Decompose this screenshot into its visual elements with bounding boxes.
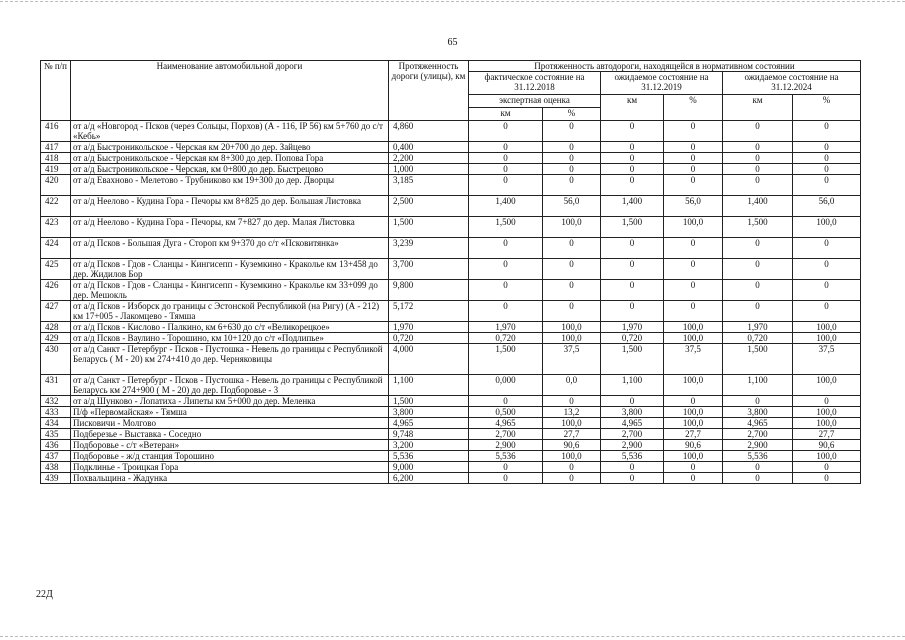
header-pct-2024: % (793, 95, 861, 121)
cell-b-pct: 0 (664, 301, 723, 322)
cell-c-pct: 100,0 (793, 418, 861, 429)
cell-b-pct: 100,0 (664, 418, 723, 429)
table-row (41, 473, 861, 484)
cell-c-pct: 0 (793, 301, 861, 322)
cell-c-pct: 90,6 (793, 440, 861, 451)
cell-c-pct: 100,0 (793, 451, 861, 462)
cell-b-km: 5,536 (601, 451, 664, 462)
cell-name: от а/д Быстроникольское - Черская км 20+700 до дер. Зайцево (71, 142, 389, 153)
cell-a-km: 1,400 (469, 196, 543, 217)
cell-a-km: 0 (469, 473, 543, 484)
cell-a-km: 0 (469, 259, 543, 280)
cell-len: 1,100 (389, 375, 469, 396)
table-row (41, 217, 861, 238)
cell-c-km: 0 (723, 259, 793, 280)
header-num: № п/п (41, 61, 71, 121)
cell-c-pct: 0 (793, 142, 861, 153)
cell-c-pct: 0 (793, 396, 861, 407)
cell-a-km: 0,500 (469, 407, 543, 418)
cell-c-km: 0 (723, 121, 793, 142)
cell-a-km: 5,536 (469, 451, 543, 462)
cell-a-km: 2,700 (469, 429, 543, 440)
table-row (41, 238, 861, 259)
cell-len: 1,500 (389, 217, 469, 238)
cell-b-km: 0 (601, 462, 664, 473)
cell-n: 425 (41, 259, 71, 280)
cell-b-km: 1,970 (601, 322, 664, 333)
cell-name: от а/д Псков - Изборск до границы с Эстонской Республикой (на Ригу) (А - 212) км 17+005 - Лакомцево - Тямша (71, 301, 389, 322)
cell-b-km: 0 (601, 121, 664, 142)
cell-a-km: 0 (469, 396, 543, 407)
cell-b-km: 0,720 (601, 333, 664, 344)
cell-c-km: 2,700 (723, 429, 793, 440)
cell-n: 416 (41, 121, 71, 142)
cell-len: 5,536 (389, 451, 469, 462)
cell-b-pct: 0 (664, 259, 723, 280)
cell-b-km: 1,500 (601, 344, 664, 375)
cell-c-km: 0 (723, 238, 793, 259)
header-normative: Протяженность автодороги, находящейся в нормативном состоянии (469, 61, 861, 72)
cell-name: от а/д Псков - Большая Дуга - Стороп км 9+370 до с/т «Псковитянка» (71, 238, 389, 259)
cell-c-km: 0 (723, 473, 793, 484)
cell-a-pct: 100,0 (543, 451, 601, 462)
cell-a-pct: 0 (543, 142, 601, 153)
cell-name: от а/д Шунково - Лопатиха - Липеты км 5+000 до дер. Меленка (71, 396, 389, 407)
cell-a-km: 0 (469, 121, 543, 142)
cell-n: 417 (41, 142, 71, 153)
cell-a-pct: 0 (543, 259, 601, 280)
cell-a-km: 2,900 (469, 440, 543, 451)
cell-c-pct: 27,7 (793, 429, 861, 440)
cell-b-km: 1,500 (601, 217, 664, 238)
table-row (41, 418, 861, 429)
cell-c-pct: 0 (793, 462, 861, 473)
cell-c-pct: 0 (793, 280, 861, 301)
cell-a-km: 0 (469, 153, 543, 164)
cell-len: 4,965 (389, 418, 469, 429)
cell-len: 3,185 (389, 175, 469, 196)
cell-n: 422 (41, 196, 71, 217)
cell-b-km: 0 (601, 153, 664, 164)
cell-c-km: 0 (723, 175, 793, 196)
cell-a-pct: 0 (543, 462, 601, 473)
cell-c-pct: 0 (793, 175, 861, 196)
header-length: Протяженность дороги (улицы), км (389, 61, 469, 121)
cell-a-pct: 37,5 (543, 344, 601, 375)
cell-a-km: 4,965 (469, 418, 543, 429)
cell-c-km: 1,500 (723, 217, 793, 238)
cell-a-pct: 0 (543, 164, 601, 175)
cell-n: 438 (41, 462, 71, 473)
cell-a-pct: 0 (543, 238, 601, 259)
cell-name: Писковичи - Молгово (71, 418, 389, 429)
cell-n: 434 (41, 418, 71, 429)
cell-b-km: 1,400 (601, 196, 664, 217)
cell-c-km: 0 (723, 164, 793, 175)
table-row (41, 175, 861, 196)
cell-a-km: 0,000 (469, 375, 543, 396)
cell-b-pct: 0 (664, 142, 723, 153)
cell-len: 9,800 (389, 280, 469, 301)
cell-a-km: 0 (469, 462, 543, 473)
table-row (41, 429, 861, 440)
table-row (41, 407, 861, 418)
cell-b-pct: 100,0 (664, 407, 723, 418)
cell-name: Похвальщина - Жадунка (71, 473, 389, 484)
table-row (41, 259, 861, 280)
cell-len: 3,800 (389, 407, 469, 418)
cell-n: 426 (41, 280, 71, 301)
cell-b-pct: 100,0 (664, 375, 723, 396)
cell-b-pct: 0 (664, 473, 723, 484)
cell-c-pct: 100,0 (793, 322, 861, 333)
cell-a-pct: 27,7 (543, 429, 601, 440)
footer-code: 22Д (36, 589, 53, 600)
cell-a-pct: 56,0 (543, 196, 601, 217)
cell-len: 4,860 (389, 121, 469, 142)
cell-c-km: 1,970 (723, 322, 793, 333)
cell-b-pct: 0 (664, 153, 723, 164)
table-row (41, 164, 861, 175)
cell-b-pct: 27,7 (664, 429, 723, 440)
cell-c-pct: 100,0 (793, 333, 861, 344)
cell-len: 2,200 (389, 153, 469, 164)
cell-a-km: 0 (469, 142, 543, 153)
cell-name: от а/д Неелово - Кудина Гора - Печоры, км 7+827 до дер. Малая Листовка (71, 217, 389, 238)
cell-c-km: 0 (723, 396, 793, 407)
cell-b-km: 0 (601, 301, 664, 322)
cell-a-pct: 0 (543, 280, 601, 301)
cell-a-km: 0,720 (469, 333, 543, 344)
cell-a-km: 1,500 (469, 217, 543, 238)
cell-name: от а/д Псков - Гдов - Сланцы - Кингисепп - Куземкино - Краколье км 13+458 до дер. Жидилов Бор (71, 259, 389, 280)
cell-n: 435 (41, 429, 71, 440)
cell-n: 420 (41, 175, 71, 196)
cell-b-pct: 90,6 (664, 440, 723, 451)
table-row (41, 322, 861, 333)
cell-name: от а/д Псков - Ваулино - Торошино, км 10+120 до с/т «Подлипье» (71, 333, 389, 344)
table-row (41, 344, 861, 375)
cell-n: 433 (41, 407, 71, 418)
cell-a-pct: 100,0 (543, 217, 601, 238)
cell-b-km: 4,965 (601, 418, 664, 429)
cell-c-km: 0 (723, 462, 793, 473)
cell-c-km: 0 (723, 153, 793, 164)
cell-b-pct: 100,0 (664, 333, 723, 344)
cell-n: 424 (41, 238, 71, 259)
cell-name: Подклинье - Троицкая Гора (71, 462, 389, 473)
cell-b-km: 0 (601, 175, 664, 196)
cell-b-km: 1,100 (601, 375, 664, 396)
cell-a-pct: 0 (543, 121, 601, 142)
cell-b-pct: 100,0 (664, 322, 723, 333)
cell-b-pct: 100,0 (664, 217, 723, 238)
header-expected-2024: ожидаемое состояние на 31.12.2024 (723, 72, 861, 95)
table-row (41, 440, 861, 451)
cell-len: 0,400 (389, 142, 469, 153)
cell-c-km: 1,500 (723, 344, 793, 375)
header-name: Наименование автомобильной дороги (71, 61, 389, 121)
table-row (41, 451, 861, 462)
cell-a-pct: 13,2 (543, 407, 601, 418)
cell-n: 437 (41, 451, 71, 462)
cell-a-km: 1,970 (469, 322, 543, 333)
table-row (41, 196, 861, 217)
header-km-2018: км (469, 108, 543, 121)
cell-len: 3,700 (389, 259, 469, 280)
cell-c-pct: 0 (793, 238, 861, 259)
cell-n: 418 (41, 153, 71, 164)
cell-b-pct: 0 (664, 164, 723, 175)
header-km-2024: км (723, 95, 793, 121)
cell-a-km: 0 (469, 175, 543, 196)
cell-c-km: 0,720 (723, 333, 793, 344)
cell-name: от а/д Псков - Гдов - Сланцы - Кингисепп - Куземкино - Краколье км 33+099 до дер. Мешокль (71, 280, 389, 301)
cell-name: П/ф «Первомайская» - Тямша (71, 407, 389, 418)
cell-c-pct: 100,0 (793, 375, 861, 396)
cell-name: от а/д Евахново - Мелетово - Трубниково км 19+300 до дер. Дворцы (71, 175, 389, 196)
cell-name: от а/д Неелово - Кудина Гора - Печоры км 8+825 до дер. Большая Листовка (71, 196, 389, 217)
cell-len: 5,172 (389, 301, 469, 322)
table-body (41, 121, 861, 484)
cell-b-pct: 0 (664, 280, 723, 301)
cell-n: 439 (41, 473, 71, 484)
cell-c-pct: 0 (793, 473, 861, 484)
cell-len: 3,239 (389, 238, 469, 259)
roads-table (40, 60, 861, 484)
cell-b-pct: 100,0 (664, 451, 723, 462)
cell-len: 1,970 (389, 322, 469, 333)
cell-b-pct: 0 (664, 121, 723, 142)
cell-name: Подберезье - Выставка - Соседно (71, 429, 389, 440)
cell-c-pct: 0 (793, 121, 861, 142)
cell-b-km: 2,900 (601, 440, 664, 451)
cell-n: 432 (41, 396, 71, 407)
cell-a-pct: 0 (543, 473, 601, 484)
cell-a-pct: 0 (543, 396, 601, 407)
cell-a-pct: 90,6 (543, 440, 601, 451)
header-pct-2018: % (543, 108, 601, 121)
cell-c-pct: 37,5 (793, 344, 861, 375)
cell-len: 6,200 (389, 473, 469, 484)
header-km-2019: км (601, 95, 664, 121)
cell-b-pct: 56,0 (664, 196, 723, 217)
page-number: 65 (447, 37, 458, 48)
cell-c-pct: 0 (793, 153, 861, 164)
table-header (41, 61, 861, 121)
cell-a-km: 0 (469, 164, 543, 175)
top-dashed-line (0, 1, 905, 2)
cell-b-km: 0 (601, 259, 664, 280)
cell-name: от а/д Санкт - Петербург - Псков - Пустошка - Невель до границы с Республикой Беларусь км 274+900 ( М - 20) до дер. Подборовье - 3 (71, 375, 389, 396)
bottom-dashed-line (0, 636, 905, 637)
cell-c-pct: 100,0 (793, 407, 861, 418)
table-row (41, 462, 861, 473)
cell-len: 9,000 (389, 462, 469, 473)
cell-name: от а/д Санкт - Петербург - Псков - Пустошка - Невель до границы с Республикой Беларусь ( М - 20) км 274+410 до дер. Черняковицы (71, 344, 389, 375)
cell-len: 1,500 (389, 396, 469, 407)
cell-b-km: 0 (601, 473, 664, 484)
cell-c-km: 2,900 (723, 440, 793, 451)
cell-b-km: 3,800 (601, 407, 664, 418)
cell-b-pct: 0 (664, 238, 723, 259)
table-row (41, 333, 861, 344)
header-expected-2019: ожидаемое состояние на 31.12.2019 (601, 72, 723, 95)
cell-c-km: 1,100 (723, 375, 793, 396)
table-row (41, 396, 861, 407)
cell-c-km: 0 (723, 301, 793, 322)
cell-c-km: 5,536 (723, 451, 793, 462)
cell-b-pct: 0 (664, 175, 723, 196)
cell-b-km: 0 (601, 142, 664, 153)
cell-name: от а/д Быстроникольское - Черская, км 0+800 до дер. Быстрецово (71, 164, 389, 175)
cell-name: Подборовье - с/т «Ветеран» (71, 440, 389, 451)
cell-name: от а/д «Новгород - Псков (через Сольцы, Порхов) (А - 116, IP 56) км 5+760 до с/т «Кебь» (71, 121, 389, 142)
cell-b-km: 0 (601, 238, 664, 259)
cell-b-pct: 0 (664, 396, 723, 407)
cell-len: 3,200 (389, 440, 469, 451)
cell-b-km: 0 (601, 396, 664, 407)
cell-b-km: 0 (601, 280, 664, 301)
cell-a-pct: 0 (543, 153, 601, 164)
cell-a-km: 0 (469, 238, 543, 259)
table-row (41, 301, 861, 322)
cell-c-pct: 0 (793, 259, 861, 280)
cell-name: от а/д Псков - Кислово - Палкино, км 6+630 до с/т «Великорецкое» (71, 322, 389, 333)
cell-c-km: 3,800 (723, 407, 793, 418)
cell-n: 430 (41, 344, 71, 375)
cell-a-pct: 100,0 (543, 418, 601, 429)
cell-b-km: 0 (601, 164, 664, 175)
cell-name: от а/д Быстроникольское - Черская км 8+300 до дер. Попова Гора (71, 153, 389, 164)
cell-len: 0,720 (389, 333, 469, 344)
cell-a-km: 0 (469, 280, 543, 301)
cell-c-pct: 100,0 (793, 217, 861, 238)
cell-a-pct: 100,0 (543, 322, 601, 333)
table-row (41, 153, 861, 164)
cell-a-pct: 0,0 (543, 375, 601, 396)
cell-len: 4,000 (389, 344, 469, 375)
cell-c-km: 1,400 (723, 196, 793, 217)
cell-a-km: 0 (469, 301, 543, 322)
cell-len: 1,000 (389, 164, 469, 175)
cell-a-km: 1,500 (469, 344, 543, 375)
cell-n: 419 (41, 164, 71, 175)
cell-n: 423 (41, 217, 71, 238)
cell-n: 436 (41, 440, 71, 451)
cell-n: 427 (41, 301, 71, 322)
cell-b-pct: 0 (664, 462, 723, 473)
table-row (41, 142, 861, 153)
cell-c-pct: 56,0 (793, 196, 861, 217)
header-pct-2019: % (664, 95, 723, 121)
cell-c-km: 0 (723, 142, 793, 153)
cell-c-km: 4,965 (723, 418, 793, 429)
cell-a-pct: 0 (543, 175, 601, 196)
cell-c-km: 0 (723, 280, 793, 301)
cell-len: 2,500 (389, 196, 469, 217)
cell-n: 428 (41, 322, 71, 333)
cell-c-pct: 0 (793, 164, 861, 175)
cell-len: 9,748 (389, 429, 469, 440)
cell-a-pct: 100,0 (543, 333, 601, 344)
cell-a-pct: 0 (543, 301, 601, 322)
table-row (41, 121, 861, 142)
table-row (41, 375, 861, 396)
cell-n: 429 (41, 333, 71, 344)
header-expert-estimate: экспертная оценка (469, 95, 601, 108)
cell-b-pct: 37,5 (664, 344, 723, 375)
cell-n: 431 (41, 375, 71, 396)
cell-b-km: 2,700 (601, 429, 664, 440)
table-row (41, 280, 861, 301)
cell-name: Подборовье - ж/д станция Торошино (71, 451, 389, 462)
header-actual-2018: фактическое состояние на 31.12.2018 (469, 72, 601, 95)
